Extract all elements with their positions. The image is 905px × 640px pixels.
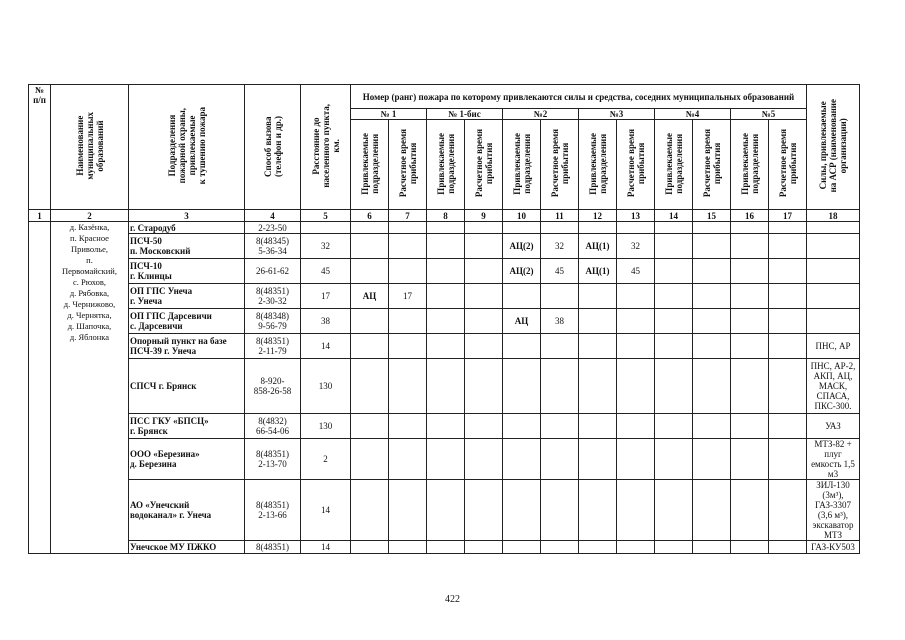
distance-cell: 14 [301,541,351,554]
unit-cell: ОП ГПС Унеча г. Унеча [129,284,245,309]
unit-cell: ООО «Березина» д. Березина [129,439,245,480]
rank1-time-cell [389,359,427,414]
rank4-time-cell [693,541,731,554]
forces-cell [807,234,860,259]
rank5-units-cell [731,309,769,334]
rank2-units-cell [503,334,541,359]
rank2-time-cell [541,439,579,480]
municipalities-cell: д. Казёнка, п. Красное Приволье, п. Первомайский, с. Рюхов, д. Рябовка, д. Чернижово, д. Чернятка, д. Шапочка, д. Яблонка [51,222,129,554]
col-number: 1 [29,210,51,222]
rank2-units-cell: АЦ(2) [503,234,541,259]
column-numbers-row [29,210,860,222]
rank5-units-cell [731,334,769,359]
rank5-units-cell [731,284,769,309]
rank4-time-cell [693,480,731,541]
table-row [29,439,860,480]
rank4-time-cell [693,439,731,480]
rank3-time-cell [617,284,655,309]
rank3-units-cell [579,439,617,480]
rank4-time-cell [693,259,731,284]
rank1bis-units-cell [427,222,465,234]
rank1-units-cell [351,541,389,554]
sub-header-time: Расчетное время прибытия [465,120,503,210]
distance-cell: 130 [301,414,351,439]
rank2-units-cell [503,480,541,541]
rank1-time-cell [389,541,427,554]
call-cell: 26-61-62 [245,259,301,284]
rank4-units-cell [655,222,693,234]
sub-header-units: Привлекаемые подразделения [351,120,389,210]
rank1bis-time-cell [465,284,503,309]
rank-3: №3 [579,109,655,120]
rank3-time-cell [617,480,655,541]
unit-cell: Унечское МУ ПЖКО [129,541,245,554]
col-number: 16 [731,210,769,222]
rank-1: № 1 [351,109,427,120]
page-number: 422 [445,594,460,605]
fire-response-table [28,84,860,554]
col-number: 17 [769,210,807,222]
rank3-time-cell [617,414,655,439]
distance-cell: 45 [301,259,351,284]
rank1-units-cell [351,439,389,480]
rank3-time-cell [617,222,655,234]
rank1bis-time-cell [465,439,503,480]
rank4-time-cell [693,334,731,359]
col-header-municipalities: Наименование муниципальных образований [51,85,129,210]
rank1bis-units-cell [427,234,465,259]
rank2-time-cell [541,284,579,309]
call-cell: 8(48351) [245,541,301,554]
rank1-time-cell [389,309,427,334]
rank1-units-cell [351,234,389,259]
rank1-units-cell [351,309,389,334]
rank3-time-cell [617,334,655,359]
rank3-time-cell [617,359,655,414]
rank5-time-cell [769,234,807,259]
rank1bis-time-cell [465,259,503,284]
rank5-units-cell [731,480,769,541]
col-header-call: Способ вызова (телефон и др.) [245,85,301,210]
rank1-time-cell [389,334,427,359]
rank1bis-time-cell [465,359,503,414]
forces-cell [807,259,860,284]
rank5-units-cell [731,359,769,414]
rank1bis-time-cell [465,222,503,234]
rank1-time-cell [389,439,427,480]
rank4-units-cell [655,334,693,359]
sub-header-time: Расчетное время прибытия [693,120,731,210]
sub-header-units: Привлекаемые подразделения [655,120,693,210]
rank4-time-cell [693,234,731,259]
distance-cell: 2 [301,439,351,480]
distance-cell: 17 [301,284,351,309]
sub-header-time: Расчетное время прибытия [541,120,579,210]
rank1bis-units-cell [427,309,465,334]
unit-cell: г. Стародуб [129,222,245,234]
rank4-units-cell [655,359,693,414]
rank1-units-cell [351,414,389,439]
rank3-units-cell [579,222,617,234]
rank4-units-cell [655,541,693,554]
rank4-units-cell [655,414,693,439]
rank3-units-cell [579,414,617,439]
rank2-time-cell [541,480,579,541]
rank5-units-cell [731,439,769,480]
distance-cell [301,222,351,234]
table-row [29,284,860,309]
col-number: 14 [655,210,693,222]
col-number: 5 [301,210,351,222]
sub-header-time: Расчетное время прибытия [389,120,427,210]
rank3-units-cell [579,541,617,554]
rank2-time-cell [541,359,579,414]
distance-cell: 14 [301,334,351,359]
rank2-units-cell: АЦ [503,309,541,334]
rank2-time-cell: 32 [541,234,579,259]
table-row [29,234,860,259]
col-number: 3 [129,210,245,222]
col-number: 12 [579,210,617,222]
forces-cell [807,309,860,334]
sub-header-time: Расчетное время прибытия [769,120,807,210]
rank2-time-cell: 38 [541,309,579,334]
rank5-time-cell [769,480,807,541]
rank1bis-time-cell [465,480,503,541]
rank1-time-cell [389,414,427,439]
rank2-time-cell [541,222,579,234]
table-row [29,309,860,334]
unit-cell: ПСС ГКУ «БПСЦ» г. Брянск [129,414,245,439]
col-header-rank-title: Номер (ранг) пожара по которому привлекаются силы и средства, соседних муниципальных образований [351,85,807,109]
rank2-units-cell [503,541,541,554]
unit-cell: АО «Унечский водоканал» г. Унеча [129,480,245,541]
table-row [29,541,860,554]
rank1-units-cell [351,359,389,414]
col-header-forces: Силы, привлекаемые на АСР (наименование организации) [807,85,860,210]
col-number: 10 [503,210,541,222]
rank3-units-cell: АЦ(1) [579,234,617,259]
table-row [29,414,860,439]
col-header-distance: Расстояние до населенного пункта, км. [301,85,351,210]
col-number: 11 [541,210,579,222]
call-cell: 8(4832) 66-54-06 [245,414,301,439]
rank4-units-cell [655,480,693,541]
col-number: 13 [617,210,655,222]
rank-1-bis: № 1-бис [427,109,503,120]
rank4-units-cell [655,439,693,480]
rank5-units-cell [731,222,769,234]
rank4-units-cell [655,259,693,284]
rank1-time-cell [389,222,427,234]
forces-cell: МТЗ-82 + плуг емкость 1,5 м3 [807,439,860,480]
col-number: 2 [51,210,129,222]
rank5-time-cell [769,334,807,359]
sub-header-units: Привлекаемые подразделения [427,120,465,210]
rank2-units-cell [503,439,541,480]
unit-cell: Опорный пункт на базе ПСЧ-39 г. Унеча [129,334,245,359]
rank4-time-cell [693,309,731,334]
rank5-time-cell [769,414,807,439]
rank2-units-cell [503,414,541,439]
rank3-time-cell: 45 [617,259,655,284]
col-number: 9 [465,210,503,222]
rank5-time-cell [769,259,807,284]
rank5-time-cell [769,541,807,554]
rank5-units-cell [731,234,769,259]
rank3-units-cell: АЦ(1) [579,259,617,284]
unit-cell: СПСЧ г. Брянск [129,359,245,414]
rank1bis-units-cell [427,334,465,359]
rank4-time-cell [693,414,731,439]
rank1-units-cell [351,334,389,359]
rank1-time-cell [389,480,427,541]
call-cell: 8(48351) 2-13-70 [245,439,301,480]
col-number: 4 [245,210,301,222]
forces-cell [807,284,860,309]
rank5-units-cell [731,541,769,554]
rank1bis-units-cell [427,259,465,284]
rank2-time-cell [541,334,579,359]
rank1-units-cell [351,222,389,234]
table-body [29,222,860,554]
call-cell: 8(48345) 5-36-34 [245,234,301,259]
rank5-time-cell [769,222,807,234]
unit-cell: ОП ГПС Дарсевичи с. Дарсевичи [129,309,245,334]
distance-cell: 38 [301,309,351,334]
forces-cell [807,222,860,234]
sub-header-units: Привлекаемые подразделения [503,120,541,210]
rank1bis-time-cell [465,414,503,439]
rank4-units-cell [655,309,693,334]
rank1bis-units-cell [427,359,465,414]
rank5-time-cell [769,359,807,414]
rank1bis-time-cell [465,541,503,554]
rank3-units-cell [579,359,617,414]
rank3-time-cell [617,309,655,334]
rank3-time-cell [617,541,655,554]
rank4-time-cell [693,284,731,309]
rank2-units-cell [503,359,541,414]
rank2-units-cell [503,284,541,309]
rank3-time-cell [617,439,655,480]
rank2-units-cell: АЦ(2) [503,259,541,284]
rank2-time-cell: 45 [541,259,579,284]
rank-2: №2 [503,109,579,120]
rank5-time-cell [769,284,807,309]
forces-cell: УАЗ [807,414,860,439]
table-row [29,222,860,234]
rank2-units-cell [503,222,541,234]
call-cell: 8(48351) 2-13-66 [245,480,301,541]
unit-cell: ПСЧ-10 г. Клинцы [129,259,245,284]
col-header-num: № п/п [29,85,51,210]
rank5-units-cell [731,259,769,284]
col-number: 15 [693,210,731,222]
forces-cell: ПНС, АР-2, АКП, АЦ, МАСК, СПАСА, ПКС-300. [807,359,860,414]
call-cell: 8(48348) 9-56-79 [245,309,301,334]
rank5-units-cell [731,414,769,439]
col-number: 6 [351,210,389,222]
sub-header-units: Привлекаемые подразделения [579,120,617,210]
col-number: 8 [427,210,465,222]
table-row [29,259,860,284]
rank3-units-cell [579,284,617,309]
call-cell: 2-23-50 [245,222,301,234]
rank1bis-units-cell [427,480,465,541]
table-row [29,334,860,359]
rank1bis-units-cell [427,439,465,480]
rank1bis-time-cell [465,309,503,334]
table-row [29,480,860,541]
rank2-time-cell [541,541,579,554]
unit-cell: ПСЧ-50 п. Московский [129,234,245,259]
call-cell: 8(48351) 2-30-32 [245,284,301,309]
rank1bis-units-cell [427,541,465,554]
rank-4: №4 [655,109,731,120]
rank3-units-cell [579,334,617,359]
col-header-units: Подразделения пожарной охраны, привлекаемые к тушению пожара [129,85,245,210]
rank1bis-time-cell [465,334,503,359]
distance-cell: 130 [301,359,351,414]
distance-cell: 32 [301,234,351,259]
rank5-time-cell [769,439,807,480]
rank4-units-cell [655,284,693,309]
rank4-time-cell [693,359,731,414]
call-cell: 8(48351) 2-11-79 [245,334,301,359]
sub-header-units: Привлекаемые подразделения [731,120,769,210]
rank3-time-cell: 32 [617,234,655,259]
rank4-time-cell [693,222,731,234]
rank1-time-cell: 17 [389,284,427,309]
rank1bis-time-cell [465,234,503,259]
rank3-units-cell [579,309,617,334]
rank-5: №5 [731,109,807,120]
rank1bis-units-cell [427,284,465,309]
rank3-units-cell [579,480,617,541]
table-row [29,359,860,414]
sub-header-time: Расчетное время прибытия [617,120,655,210]
rank1-units-cell [351,259,389,284]
row-num-cell [29,222,51,554]
col-number: 7 [389,210,427,222]
rank1-units-cell: АЦ [351,284,389,309]
forces-cell: ГАЗ-КУ503 [807,541,860,554]
rank4-units-cell [655,234,693,259]
distance-cell: 14 [301,480,351,541]
call-cell: 8-920- 858-26-58 [245,359,301,414]
forces-cell: ЗИЛ-130 (3м³), ГАЗ-3307 (3,6 м³), экскаватор МТЗ [807,480,860,541]
rank1-time-cell [389,259,427,284]
forces-cell: ПНС, АР [807,334,860,359]
rank1bis-units-cell [427,414,465,439]
col-number: 18 [807,210,860,222]
rank1-units-cell [351,480,389,541]
rank5-time-cell [769,309,807,334]
rank1-time-cell [389,234,427,259]
rank2-time-cell [541,414,579,439]
